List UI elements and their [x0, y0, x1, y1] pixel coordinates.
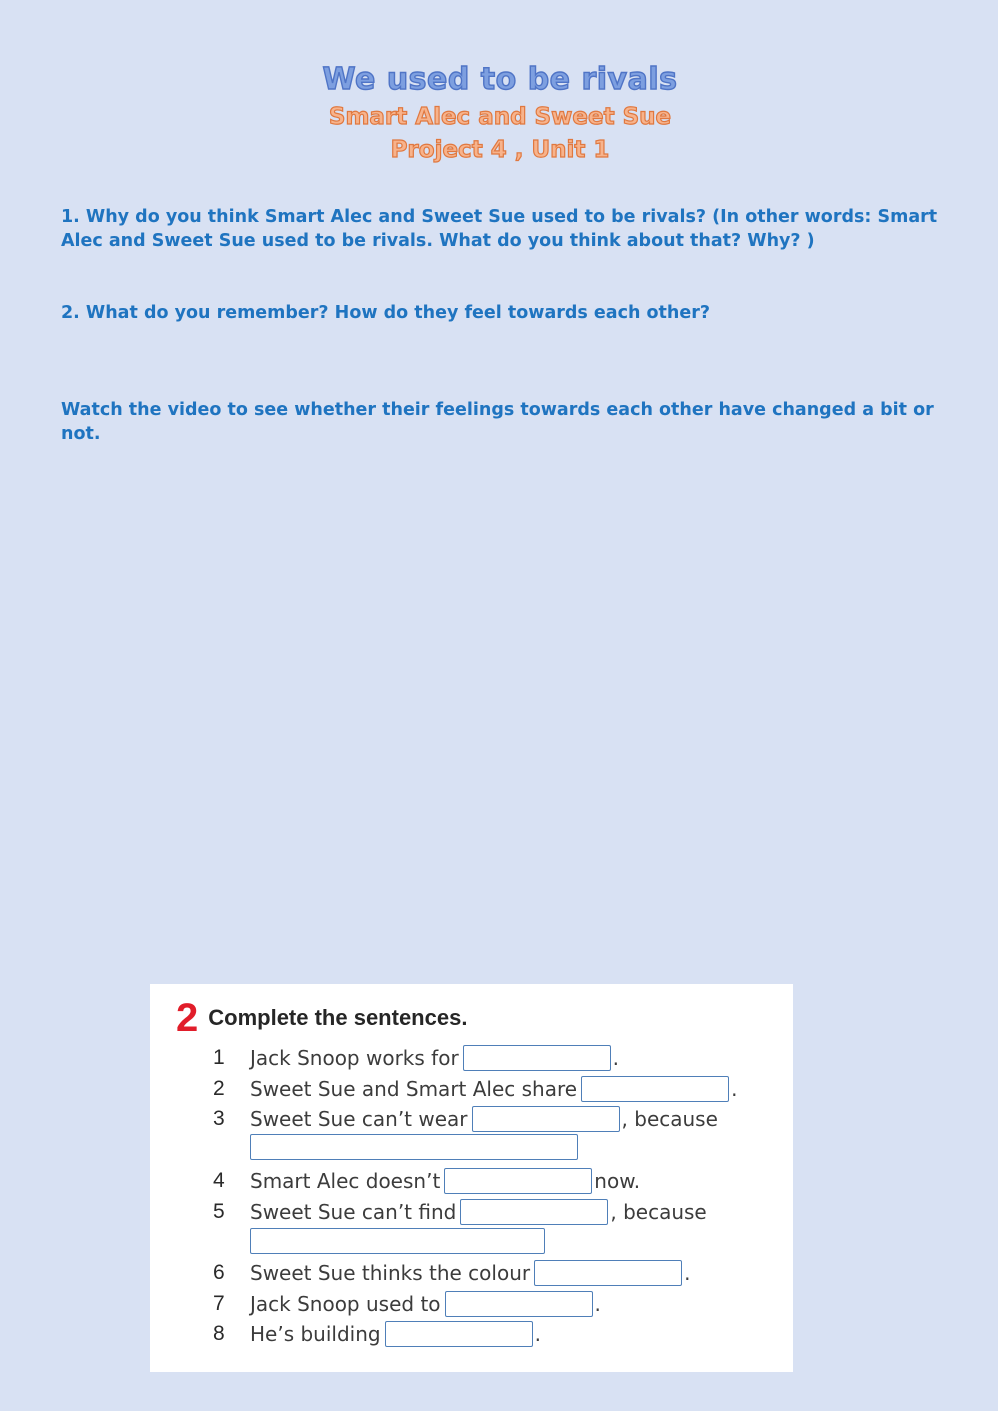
- answer-box-8[interactable]: [385, 1321, 533, 1347]
- sentence-ending: now.: [594, 1169, 641, 1193]
- sentence-number: 3: [213, 1107, 225, 1130]
- sentence-number: 8: [213, 1322, 225, 1345]
- sentence-text: Sweet Sue thinks the colour: [250, 1261, 531, 1285]
- question-2: 2. What do you remember? How do they feel towards each other?: [61, 303, 711, 323]
- question-1: 1. Why do you think Smart Alec and Sweet Sue used to be rivals? (In other words: Smart Alec and Sweet Sue used to be rivals. What do you think about that? Why? ): [61, 207, 938, 251]
- answer-box-2[interactable]: [581, 1076, 729, 1102]
- sentence-ending: .: [612, 1046, 620, 1070]
- sentence-number: 4: [213, 1169, 225, 1192]
- sentence-ending: .: [684, 1261, 691, 1285]
- answer-box-7[interactable]: [445, 1291, 593, 1317]
- answer-box-5b[interactable]: [250, 1228, 545, 1254]
- sentence-ending: , because: [621, 1107, 718, 1131]
- sentence-number: 1: [213, 1046, 225, 1069]
- exercise-complete-sentences: [150, 984, 793, 1372]
- sentence-ending: .: [594, 1292, 601, 1316]
- exercise-title: Complete the sentences.: [208, 1005, 468, 1030]
- sentence-text: Sweet Sue and Smart Alec share: [250, 1077, 578, 1101]
- sentence-ending: .: [534, 1322, 541, 1346]
- answer-box-1[interactable]: [463, 1045, 611, 1071]
- answer-box-6[interactable]: [534, 1260, 682, 1286]
- answer-box-3a[interactable]: [472, 1106, 620, 1132]
- sentence-text: Jack Snoop used to: [250, 1292, 441, 1316]
- project-unit-label: Project 4 , Unit 1: [390, 137, 610, 163]
- sentence-text: He’s building: [250, 1322, 381, 1346]
- sentence-number: 5: [213, 1200, 225, 1223]
- sentence-text: Jack Snoop works for: [250, 1046, 459, 1070]
- sentence-ending: , because: [610, 1200, 707, 1224]
- sentence-ending: .: [731, 1077, 738, 1101]
- sentence-text: Sweet Sue can’t find: [250, 1200, 457, 1224]
- sentence-text: Sweet Sue can’t wear: [250, 1107, 468, 1131]
- exercise-number: 2: [176, 996, 199, 1040]
- sentence-number: 2: [213, 1077, 225, 1100]
- sentence-number: 6: [213, 1261, 225, 1284]
- answer-box-4[interactable]: [444, 1168, 592, 1194]
- answer-box-3b[interactable]: [250, 1134, 578, 1160]
- sentence-number: 7: [213, 1292, 225, 1315]
- worksheet-subtitle: Smart Alec and Sweet Sue: [328, 104, 672, 130]
- worksheet-title: We used to be rivals: [322, 62, 678, 97]
- answer-box-5a[interactable]: [460, 1199, 608, 1225]
- watch-video-instruction: Watch the video to see whether their feelings towards each other have changed a bit or not.: [61, 400, 934, 444]
- sentence-text: Smart Alec doesn’t: [250, 1169, 441, 1193]
- exercise-header: [176, 998, 467, 1038]
